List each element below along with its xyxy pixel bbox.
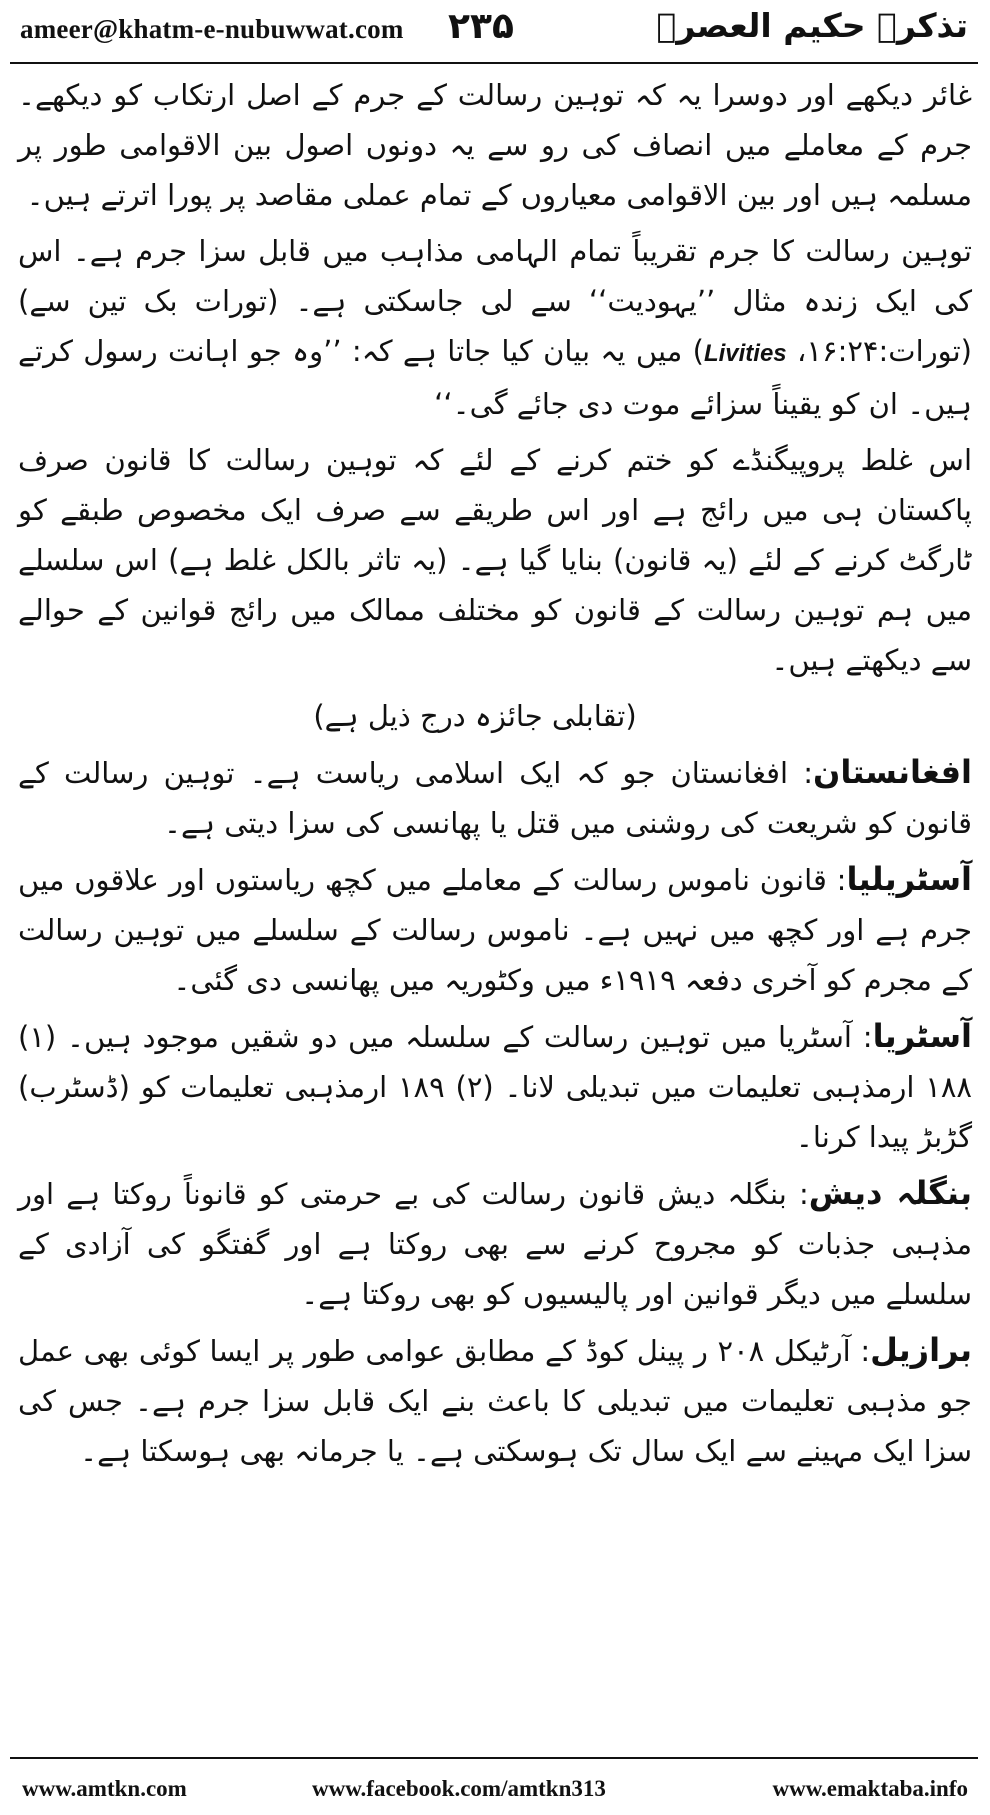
page-number: ۲۳۵ (448, 6, 514, 47)
footer-divider (10, 1757, 978, 1759)
paragraph-propaganda: اس غلط پروپیگنڈے کو ختم کرنے کے لئے کہ توہین رسالت کا قانون صرف پاکستان ہی میں رائج ہے اور اس طریقے سے صرف ایک مخصوص طبقے کو ٹارگٹ کرنے کے لئے (یہ قانون) بنایا گیا ہے۔ (یہ تاثر بالکل غلط ہے) اس سلسلے میں ہم توہین رسالت کے قانون کو مختلف ممالک میں رائج قوانین کے حوالے سے دیکھتے ہیں۔ (18, 443, 972, 677)
header-email: ameer@khatm-e-nubuwwat.com (20, 14, 404, 44)
country-afghanistan: افغانستان (813, 753, 972, 791)
austria-text: : آسٹریا میں توہین رسالت کے سلسلہ میں دو شقیں موجود ہیں۔ (۱) ۱۸۸ ارمذہبی تعلیمات میں تبدیلی لانا۔ (۲) ۱۸۹ ارمذہبی تعلیمات کو (ڈسٹرب) گڑبڑ پیدا کرنا۔ (18, 1020, 972, 1154)
paragraph-judaism-a: توہین رسالت کا جرم تقریباً تمام الہامی مذاہب میں قابل سزا جرم ہے۔ اس کی ایک زندہ مثال ’’یہودیت‘‘ سے لی جاسکتی ہے۔ (تورات بک تین سے) (تورات:۱۶:۲۴، (18, 234, 972, 368)
country-bangladesh: بنگلہ دیش (808, 1174, 972, 1212)
latin-reference: Livities (703, 340, 787, 367)
book-title: تذکرہ حکیم العصرؒ (656, 6, 968, 45)
page-body (18, 70, 972, 1750)
page-footer (0, 1768, 990, 1808)
paragraph-judaism-b: ) میں یہ بیان کیا جاتا ہے کہ: ’’وہ جو اہانت رسول کرتے ہیں۔ ان کو یقیناً سزائے موت دی جائے گی۔‘‘ (18, 334, 972, 421)
country-austria: آسٹریا (872, 1017, 972, 1055)
footer-link-emaktaba[interactable]: www.emaktaba.info (772, 1776, 968, 1801)
afghanistan-text: : افغانستان جو کہ ایک اسلامی ریاست ہے۔ توہین رسالت کے قانون کو شریعت کی روشنی میں قتل یا پھانسی کی سزا دیتی ہے۔ (18, 756, 972, 840)
footer-link-amtkn[interactable]: www.amtkn.com (22, 1776, 187, 1801)
country-australia: آسٹریلیا (846, 860, 972, 898)
page-header (0, 0, 990, 58)
australia-text: : قانون ناموس رسالت کے معاملے میں کچھ ریاستوں اور علاقوں میں جرم ہے اور کچھ میں نہیں ہے۔ ناموس رسالت کے سلسلے میں توہین رسالت کے مجرم کو آخری دفعہ ۱۹۱۹ء میں وکٹوریہ میں پھانسی دی گئی۔ (18, 863, 972, 997)
bangladesh-text: : بنگلہ دیش قانون رسالت کی بے حرمتی کو قانوناً روکتا ہے اور مذہبی جذبات کو مجروح کرنے سے بھی روکتا ہے اور گفتگو کی آزادی کے سلسلے میں دیگر قوانین اور پالیسیوں کو بھی روکتا ہے۔ (18, 1177, 972, 1311)
comparison-heading: (تقابلی جائزہ درج ذیل ہے) (313, 699, 637, 733)
country-brazil: برازیل (870, 1331, 972, 1369)
paragraph-judaism (18, 226, 972, 429)
footer-link-facebook[interactable]: www.facebook.com/amtkn313 (312, 1776, 606, 1801)
section-bangladesh (18, 1168, 972, 1319)
header-divider (10, 62, 978, 64)
section-australia (18, 854, 972, 1005)
section-afghanistan (18, 747, 972, 848)
section-austria (18, 1011, 972, 1162)
section-brazil (18, 1325, 972, 1476)
brazil-text: : آرٹیکل ۲۰۸ ر پینل کوڈ کے مطابق عوامی طور پر ایسا کوئی بھی عمل جو مذہبی تعلیمات میں تبدیلی کا باعث بنے ایک قابل سزا جرم ہے۔ جس کی سزا ایک مہینے سے ایک سال تک ہوسکتی ہے۔ یا جرمانہ بھی ہوسکتا ہے۔ (18, 1334, 972, 1468)
paragraph-intro: غائر دیکھے اور دوسرا یہ کہ توہین رسالت کے جرم کے اصل ارتکاب کو دیکھے۔ جرم کے معاملے میں انصاف کی رو سے یہ دونوں اصول بین الاقوامی طور پر مسلمہ ہیں اور بین الاقوامی معیاروں کے تمام عملی مقاصد پر پورا اترتے ہیں۔ (18, 78, 972, 212)
